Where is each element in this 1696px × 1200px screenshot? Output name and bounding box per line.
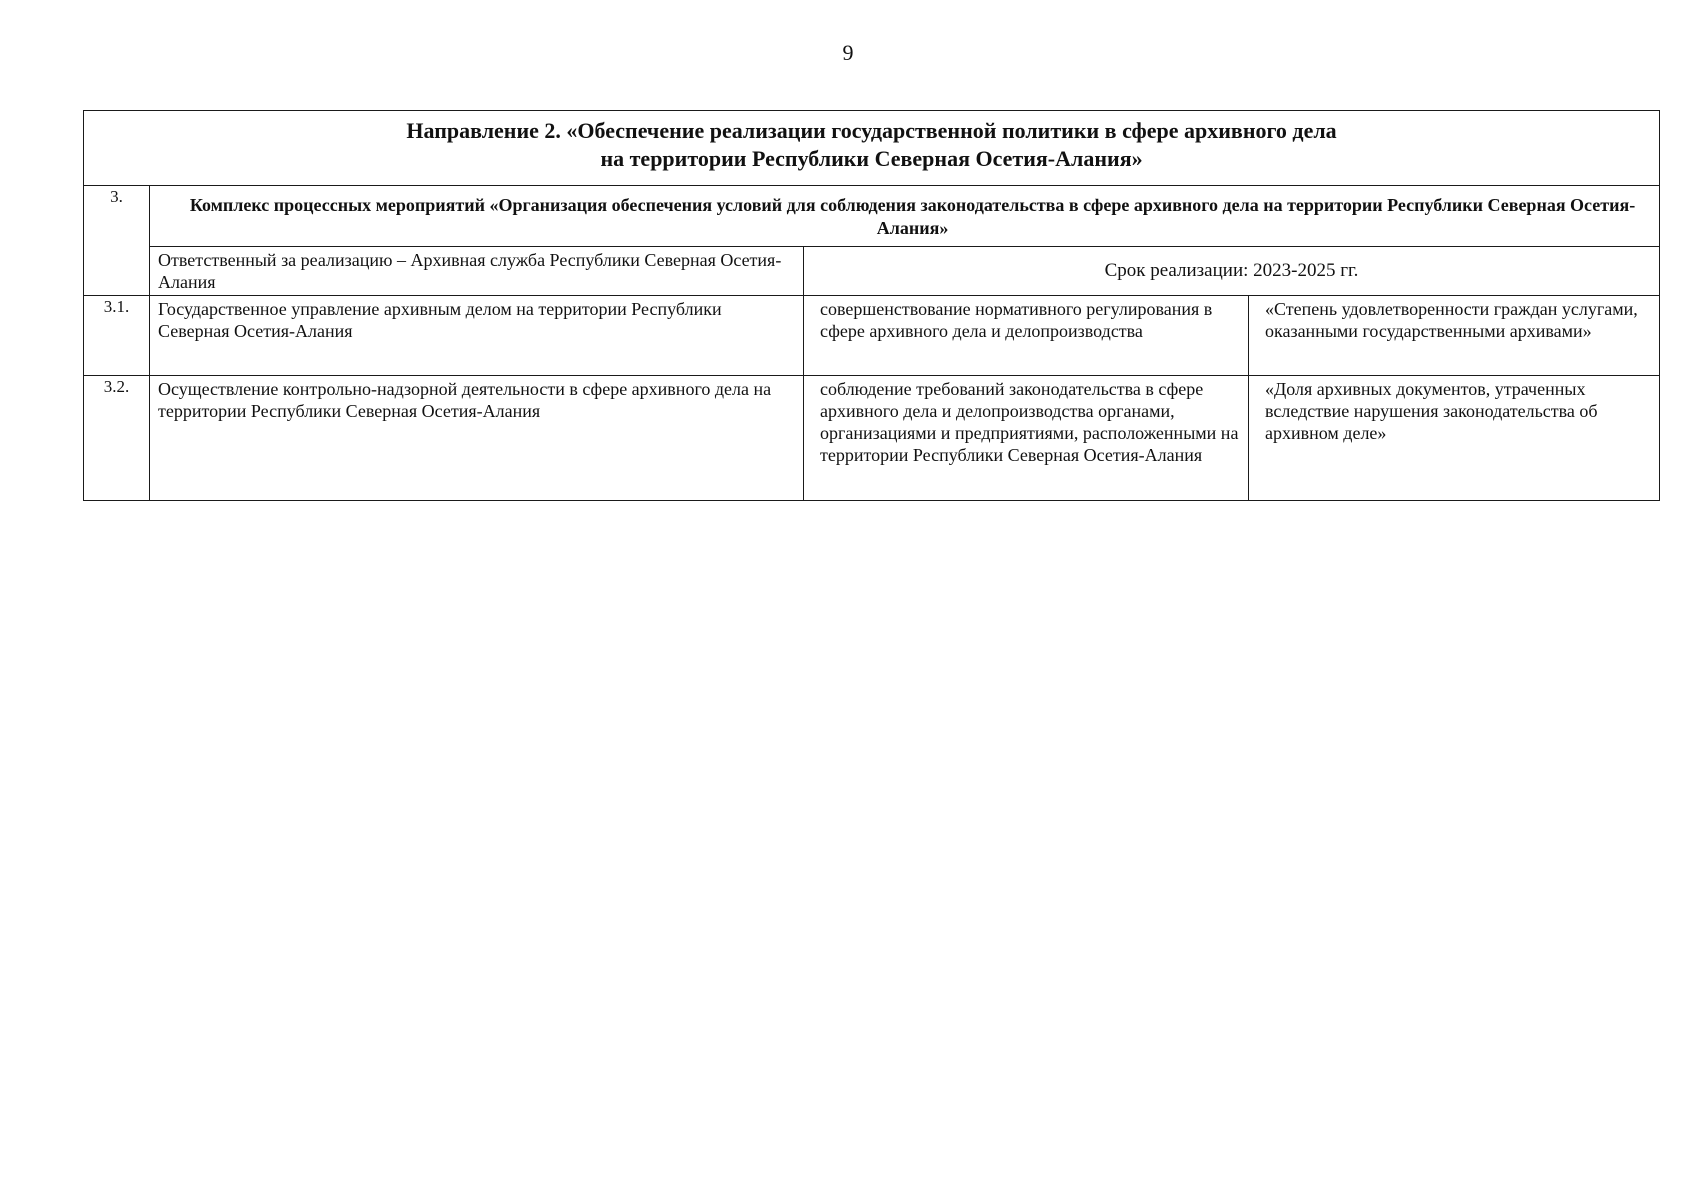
direction-row <box>84 111 1660 186</box>
task-effect: соблюдение требований законодательства в сфере архивного дела и делопроизводства органами, организациями и предприятиями, расположенными на территории Республики Северная Осетия-Алания <box>804 376 1249 501</box>
complex-row <box>84 186 1660 247</box>
task-indicator: «Доля архивных документов, утраченных вследствие нарушения законодательства об архивном деле» <box>1249 376 1660 501</box>
term-cell: Срок реализации: 2023-2025 гг. <box>804 247 1660 296</box>
task-number: 3.2. <box>84 376 150 501</box>
direction-heading <box>84 111 1660 186</box>
responsible-cell: Ответственный за реализацию – Архивная служба Республики Северная Осетия-Алания <box>150 247 804 296</box>
task-name: Осуществление контрольно-надзорной деятельности в сфере архивного дела на территории Республики Северная Осетия-Алания <box>150 376 804 501</box>
task-number: 3.1. <box>84 296 150 376</box>
task-name: Государственное управление архивным делом на территории Республики Северная Осетия-Алания <box>150 296 804 376</box>
responsible-row <box>84 247 1660 296</box>
complex-title: Комплекс процессных мероприятий «Организация обеспечения условий для соблюдения законодательства в сфере архивного дела на территории Республики Северная Осетия-Алания» <box>150 186 1660 247</box>
table-row <box>84 376 1660 501</box>
task-effect: совершенствование нормативного регулирования в сфере архивного дела и делопроизводства <box>804 296 1249 376</box>
direction-heading-line2: на территории Республики Северная Осетия-Алания» <box>600 146 1143 171</box>
page-number: 9 <box>842 40 854 65</box>
task-indicator: «Степень удовлетворенности граждан услугами, оказанными государственными архивами» <box>1249 296 1660 376</box>
complex-number: 3. <box>84 186 150 296</box>
direction-heading-line1: Направление 2. «Обеспечение реализации государственной политики в сфере архивного дела <box>406 118 1337 143</box>
table-row <box>84 296 1660 376</box>
program-table <box>83 110 1660 501</box>
